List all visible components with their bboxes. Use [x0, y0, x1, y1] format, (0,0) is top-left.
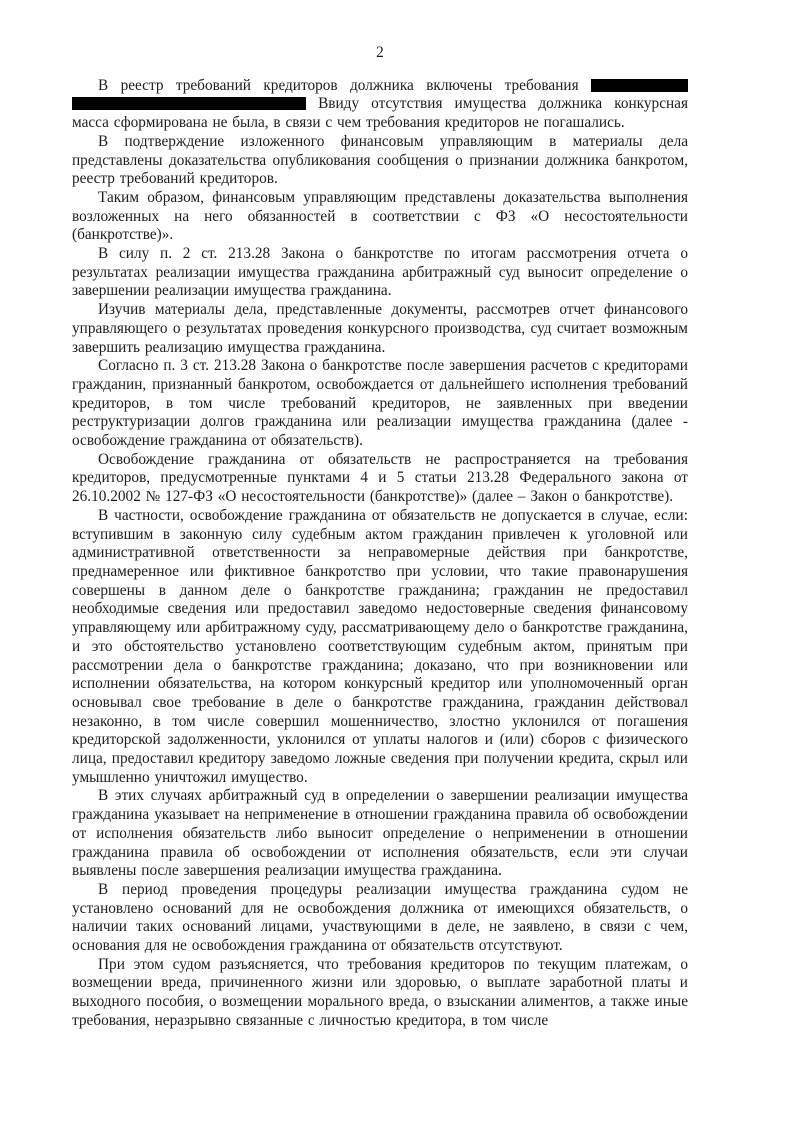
paragraph-4: В силу п. 2 ст. 213.28 Закона о банкротстве по итогам рассмотрения отчета о результатах реализации имущества гражданина арбитражный суд выносит определение о завершении реализации имущества гражданина. [72, 245, 688, 300]
paragraph-2: В подтверждение изложенного финансовым управляющим в материалы дела представлены доказательства опубликования сообщения о признании должника банкротом, реестр требований кредиторов. [72, 132, 688, 188]
page-number: 2 [376, 44, 384, 61]
paragraph-6: Согласно п. 3 ст. 213.28 Закона о банкротстве после завершения расчетов с кредиторами гражданин, признанный банкротом, освобождается от дальнейшего исполнения требований кредиторов, в том числе требований кредиторов, не заявленных при введении реструктуризации долгов гражданина или реализации имущества гражданина (далее - освобождение гражданина от обязательств). [72, 357, 688, 450]
paragraph-3: Таким образом, финансовым управляющим представлены доказательства выполнения возложенных на него обязанностей в соответствии с ФЗ «О несостоятельности (банкротстве)». [72, 188, 688, 244]
paragraph-8: В частности, освобождение гражданина от обязательств не допускается в случае, если: вступившим в законную силу судебным актом гражданин привлечен к уголовной или административной ответственности за неправомерные действия при банкротстве, преднамеренное или фиктивное банкротство при условии, что такие правонарушения совершены в данном деле о банкротстве гражданина; гражданин не предоставил необходимые сведения или предоставил заведомо недостоверные сведения финансовому управляющему или арбитражному суду, рассматривающему дело о банкротстве гражданина, и это обстоятельство установлено соответствующим судебным актом, принятым при рассмотрении дела о банкротстве гражданина; доказано, что при возникновении или исполнении обязательства, на котором конкурсный кредитор или уполномоченный орган основывал свое требование в деле о банкротстве гражданина, гражданин действовал незаконно, в том числе совершил мошенничество, злостно уклонился от погашения кредиторской задолженности, уклонился от уплаты налогов и (или) сборов с физического лица, предоставил кредитору заведомо ложные сведения при получении кредита, скрыл или умышленно уничтожил имущество. [72, 506, 688, 786]
text-column [72, 44, 688, 1031]
paragraph-5: Изучив материалы дела, представленные документы, рассмотрев отчет финансового управляющего о результатах проведения конкурсного производства, суд считает возможным завершить реализацию имущества гражданина. [72, 301, 688, 356]
paragraph-9: В этих случаях арбитражный суд в определении о завершении реализации имущества гражданина указывает на неприменение в отношении гражданина правила об освобождении от исполнения обязательств либо выносит определение о неприменении в отношении гражданина правила об освобождении от исполнения обязательств, если эти случаи выявлены после завершения реализации имущества гражданина. [72, 787, 688, 880]
paragraph-7: Освобождение гражданина от обязательств не распространяется на требования кредиторов, предусмотренные пунктами 4 и 5 статьи 213.28 Федерального закона от 26.10.2002 № 127-ФЗ «О несостоятельности (банкротстве)» (далее – Закон о банкротстве). [72, 450, 688, 506]
paragraph-1 [72, 77, 688, 133]
paragraph-10: В период проведения процедуры реализации имущества гражданина судом не установлено оснований для не освобождения должника от имеющихся обязательств, о наличии таких оснований лицами, участвующими в деле, не заявлено, в связи с чем, основания для не освобождения гражданина от обязательств отсутствуют. [72, 880, 688, 955]
paragraph-text: Ввиду отсутствия имущества должника конкурсная масса сформирована не была, в связи с чем требования кредиторов не погашались. [72, 95, 688, 132]
redaction-bar [591, 79, 688, 92]
paragraph-text: В реестр требований кредиторов должника включены требования [98, 76, 579, 94]
redaction-bar [72, 97, 306, 110]
paragraph-11: При этом судом разъясняется, что требования кредиторов по текущим платежам, о возмещении вреда, причиненного жизни или здоровью, о выплате заработной платы и выходного пособия, о возмещении морального вреда, о взыскании алиментов, а также иные требования, неразрывно связанные с личностью кредитора, в том числе [72, 955, 688, 1029]
